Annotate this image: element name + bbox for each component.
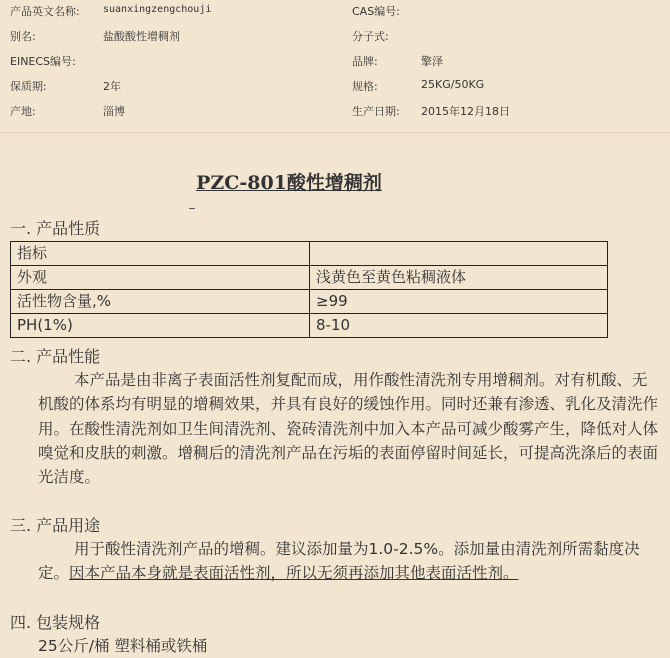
spec-label: 规格:	[352, 80, 378, 93]
section-3-heading: 三. 产品用途	[10, 516, 101, 535]
section-2-body: 本产品是由非离子表面活性剂复配而成，用作酸性清洗剂专用增稠剂。对有机酸、无机酸的体系均有明显的增稠效果，并具有良好的缓蚀作用。同时还兼有渗透、乳化及清洗作用。在酸性清洗剂如卫生间清洗剂、瓷砖清洗剂中加入本产品可减少酸雾产生，降低对人体嗅觉和皮肤的刺激。增稠后的清洗剂产品在污垢的表面停留时间延长，可提高洗涤后的表面光洁度。	[38, 371, 659, 487]
table-cell: 活性物含量,%	[11, 290, 310, 314]
spec-table	[10, 241, 608, 338]
table-cell: PH(1%)	[11, 314, 310, 338]
product-info-panel	[0, 0, 670, 132]
alias-label: 别名:	[10, 30, 36, 43]
cas-label: CAS编号:	[352, 5, 400, 18]
info-row-4	[0, 78, 670, 98]
spec-value: 25KG/50KG	[421, 78, 485, 91]
section-2-heading: 二. 产品性能	[10, 347, 101, 366]
origin-label: 产地:	[10, 105, 36, 118]
section-3-text	[38, 537, 658, 586]
en-name-value: suanxingzengchouji	[103, 4, 212, 15]
en-name-label: 产品英文名称:	[10, 5, 80, 18]
table-row	[11, 266, 608, 290]
section-1-heading: 一. 产品性质	[10, 219, 101, 238]
brand-label: 品牌:	[352, 55, 378, 68]
formula-label: 分子式:	[352, 30, 389, 43]
info-row-1	[0, 3, 670, 23]
brand-value: 擎泽	[421, 55, 443, 68]
section-4-heading: 四. 包装规格	[10, 613, 101, 632]
shelf-life-value: 2年	[103, 80, 121, 93]
table-row	[11, 242, 608, 266]
shelf-life-label: 保质期:	[10, 80, 47, 93]
alias-value: 盐酸酸性增稠剂	[103, 30, 180, 43]
info-row-2	[0, 28, 670, 48]
production-date-value: 2015年12月18日	[421, 105, 510, 118]
table-cell: 外观	[11, 266, 310, 290]
production-date-label: 生产日期:	[352, 105, 400, 118]
table-cell: 指标	[11, 242, 310, 266]
table-cell: 8-10	[310, 314, 608, 338]
table-row	[11, 314, 608, 338]
einecs-label: EINECS编号:	[10, 55, 76, 68]
table-cell: 浅黄色至黄色粘稠液体	[310, 266, 608, 290]
section-4-text: 25公斤/桶 塑料桶或铁桶	[38, 637, 208, 655]
info-divider	[0, 132, 670, 133]
document-title: PZC-801酸性增稠剂	[196, 172, 382, 194]
section-3-body: 用于酸性清洗剂产品的增稠。建议添加量为1.0-2.5%。添加量由清洗剂所需黏度决定。	[38, 540, 640, 583]
info-row-5	[0, 103, 670, 123]
table-row	[11, 290, 608, 314]
title-dash	[189, 208, 195, 209]
section-3-underlined-note: 因本产品本身就是表面活性剂，所以无须再添加其他表面活性剂。	[69, 564, 519, 583]
table-cell: ≥99	[310, 290, 608, 314]
section-2-text	[38, 368, 658, 489]
origin-value: 淄博	[103, 105, 125, 118]
info-row-3	[0, 53, 670, 73]
table-cell	[310, 242, 608, 266]
